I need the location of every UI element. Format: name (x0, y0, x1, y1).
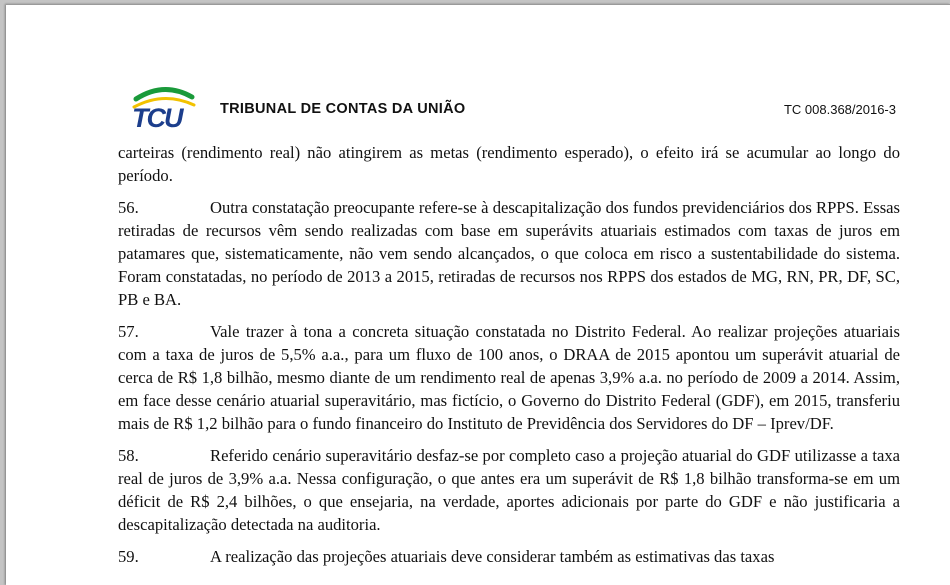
paragraph-number: 57. (118, 322, 139, 341)
paragraph-text: Referido cenário superavitário desfaz-se por completo caso a projeção atuarial do GDF utilizasse a taxa real de juros de 3,9% a.a. Nessa configuração, o que antes era um superávit de R$ 1,8 bilhão transforma-se em um déficit de R$ 2,4 bilhões, o que ensejaria, na verdade, aportes adicionais por parte do GDF e não justificaria a descapitalização detectada na auditoria. (118, 446, 900, 534)
organization-name: TRIBUNAL DE CONTAS DA UNIÃO (220, 101, 466, 117)
svg-text:TCU: TCU (132, 103, 182, 131)
paragraph-57 (118, 320, 900, 435)
paragraph-number: 59. (118, 547, 139, 566)
tcu-logo (128, 83, 198, 131)
paragraph-56 (118, 196, 900, 311)
paragraph-text: carteiras (rendimento real) não atingirem as metas (rendimento esperado), o efeito irá se acumular ao longo do período. (118, 143, 900, 185)
paragraph-number: 58. (118, 446, 139, 465)
process-number: TC 008.368/2016-3 (783, 102, 896, 117)
paragraph-continuation (118, 141, 900, 187)
paragraph-text: Vale trazer à tona a concreta situação constatada no Distrito Federal. Ao realizar projeções atuariais com a taxa de juros de 5,5% a.a., para um fluxo de 100 anos, o DRAA de 2015 apontou um superávit atuarial de cerca de R$ 1,8 bilhão, mesmo diante de um rendimento real de apenas 3,9% a.a. no período de 2009 a 2014. Assim, em face desse cenário atuarial superavitário, mas fictício, o Governo do Distrito Federal (GDF), em 2015, transferiu mais de R$ 1,2 bilhão para o fundo financeiro do Instituto de Previdência dos Servidores do DF – Iprev/DF. (118, 322, 900, 433)
document-body (118, 141, 900, 577)
paragraph-59 (118, 545, 900, 568)
paragraph-text: Outra constatação preocupante refere-se à descapitalização dos fundos previdenciários dos RPPS. Essas retiradas de recursos vêm sendo realizadas com base em superávits atuariais estimados com taxas de juros em patamares que, sistematicamente, não vem sendo alcançados, o que coloca em risco a sustentabilidade do sistema. Foram constatadas, no período de 2013 a 2015, retiradas de recursos nos RPPS dos estados de MG, RN, PR, DF, SC, PB e BA. (118, 198, 900, 309)
paragraph-number: 56. (118, 198, 139, 217)
document-page (6, 4, 950, 585)
paragraph-58 (118, 444, 900, 536)
paragraph-text: A realização das projeções atuariais deve considerar também as estimativas das taxas (210, 547, 775, 566)
